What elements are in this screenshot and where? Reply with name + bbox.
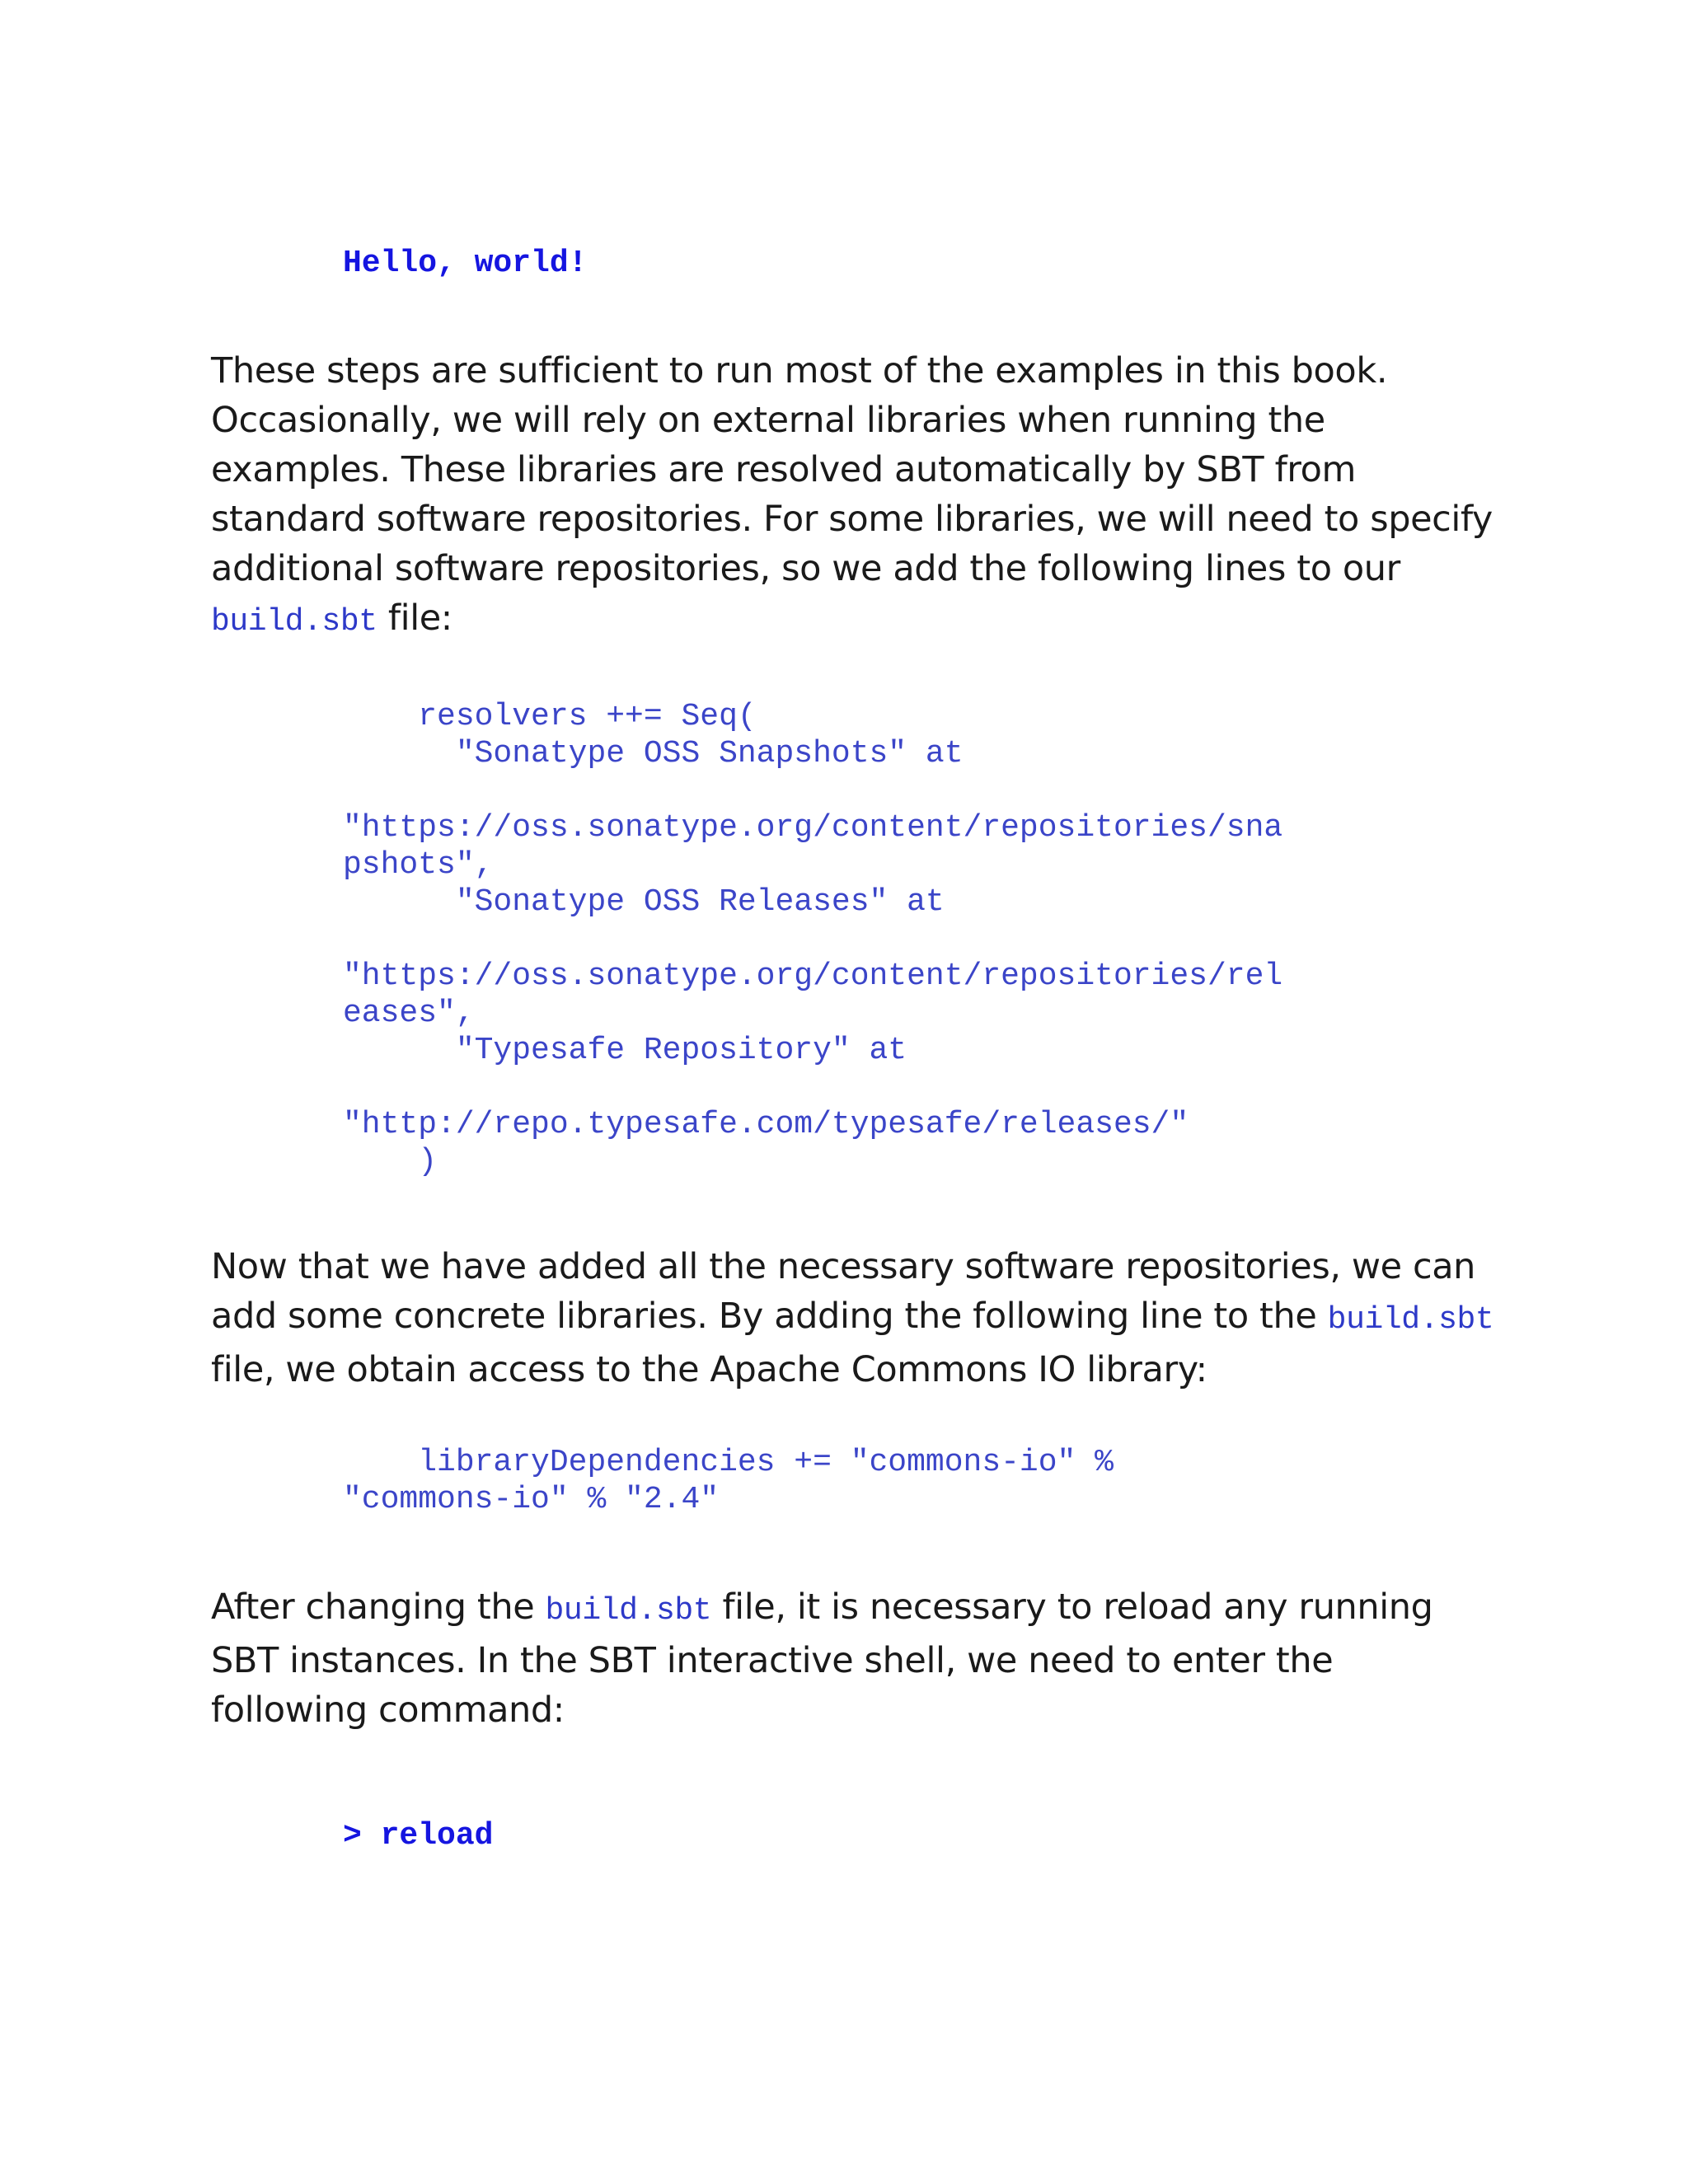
code-line: "commons-io" % "2.4" <box>343 1482 720 1517</box>
reload-command: > reload <box>343 1818 494 1854</box>
paragraph-text: file, it is necessary to reload any running SBT instances. In the SBT interactive shell, we need to enter the following command: <box>211 1586 1433 1731</box>
code-line: pshots", <box>343 847 494 883</box>
inline-code-build-sbt: build.sbt <box>545 1593 712 1629</box>
paragraph-text: Now that we have added all the necessary software repositories, we can add some concrete libraries. By adding the following line to the <box>211 1246 1476 1337</box>
inline-code-build-sbt: build.sbt <box>1327 1302 1494 1338</box>
code-line: "http://repo.typesafe.com/typesafe/releases/" <box>343 1107 1189 1142</box>
paragraph-text: These steps are sufficient to run most of the examples in this book. Occasionally, we will rely on external libraries when running the examples. These libraries are resolved automatically by SBT from standard software repositories. For some libraries, we will need to specify additional software repositories, so we add the following lines to our <box>211 350 1493 589</box>
paragraph-text: file, we obtain access to the Apache Commons IO library: <box>211 1349 1207 1390</box>
code-line: "Sonatype OSS Snapshots" at <box>343 736 964 771</box>
resolvers-code-block <box>343 698 1282 1180</box>
code-line <box>343 921 1282 958</box>
code-line: "https://oss.sonatype.org/content/repositories/sna <box>343 810 1283 846</box>
hello-world-output: Hello, world! <box>343 246 588 281</box>
code-line: libraryDependencies += "commons-io" % <box>343 1445 1114 1480</box>
code-line: "Typesafe Repository" at <box>343 1033 907 1068</box>
paragraph-text: file: <box>377 598 452 639</box>
code-line: eases", <box>343 996 475 1031</box>
inline-code-build-sbt: build.sbt <box>211 604 377 640</box>
paragraph-text: After changing the <box>211 1586 546 1628</box>
code-line: "https://oss.sonatype.org/content/repositories/rel <box>343 958 1283 994</box>
paragraph-dependencies-intro <box>211 1242 1497 1394</box>
code-line: ) <box>343 1144 438 1179</box>
code-line <box>343 772 1282 809</box>
paragraph-reload-intro <box>211 1582 1497 1735</box>
code-line: "Sonatype OSS Releases" at <box>343 884 945 920</box>
code-line <box>343 1069 1282 1106</box>
paragraph-resolvers-intro <box>211 346 1497 647</box>
dependency-code-block <box>343 1444 1114 1518</box>
code-line: resolvers ++= Seq( <box>343 699 757 734</box>
